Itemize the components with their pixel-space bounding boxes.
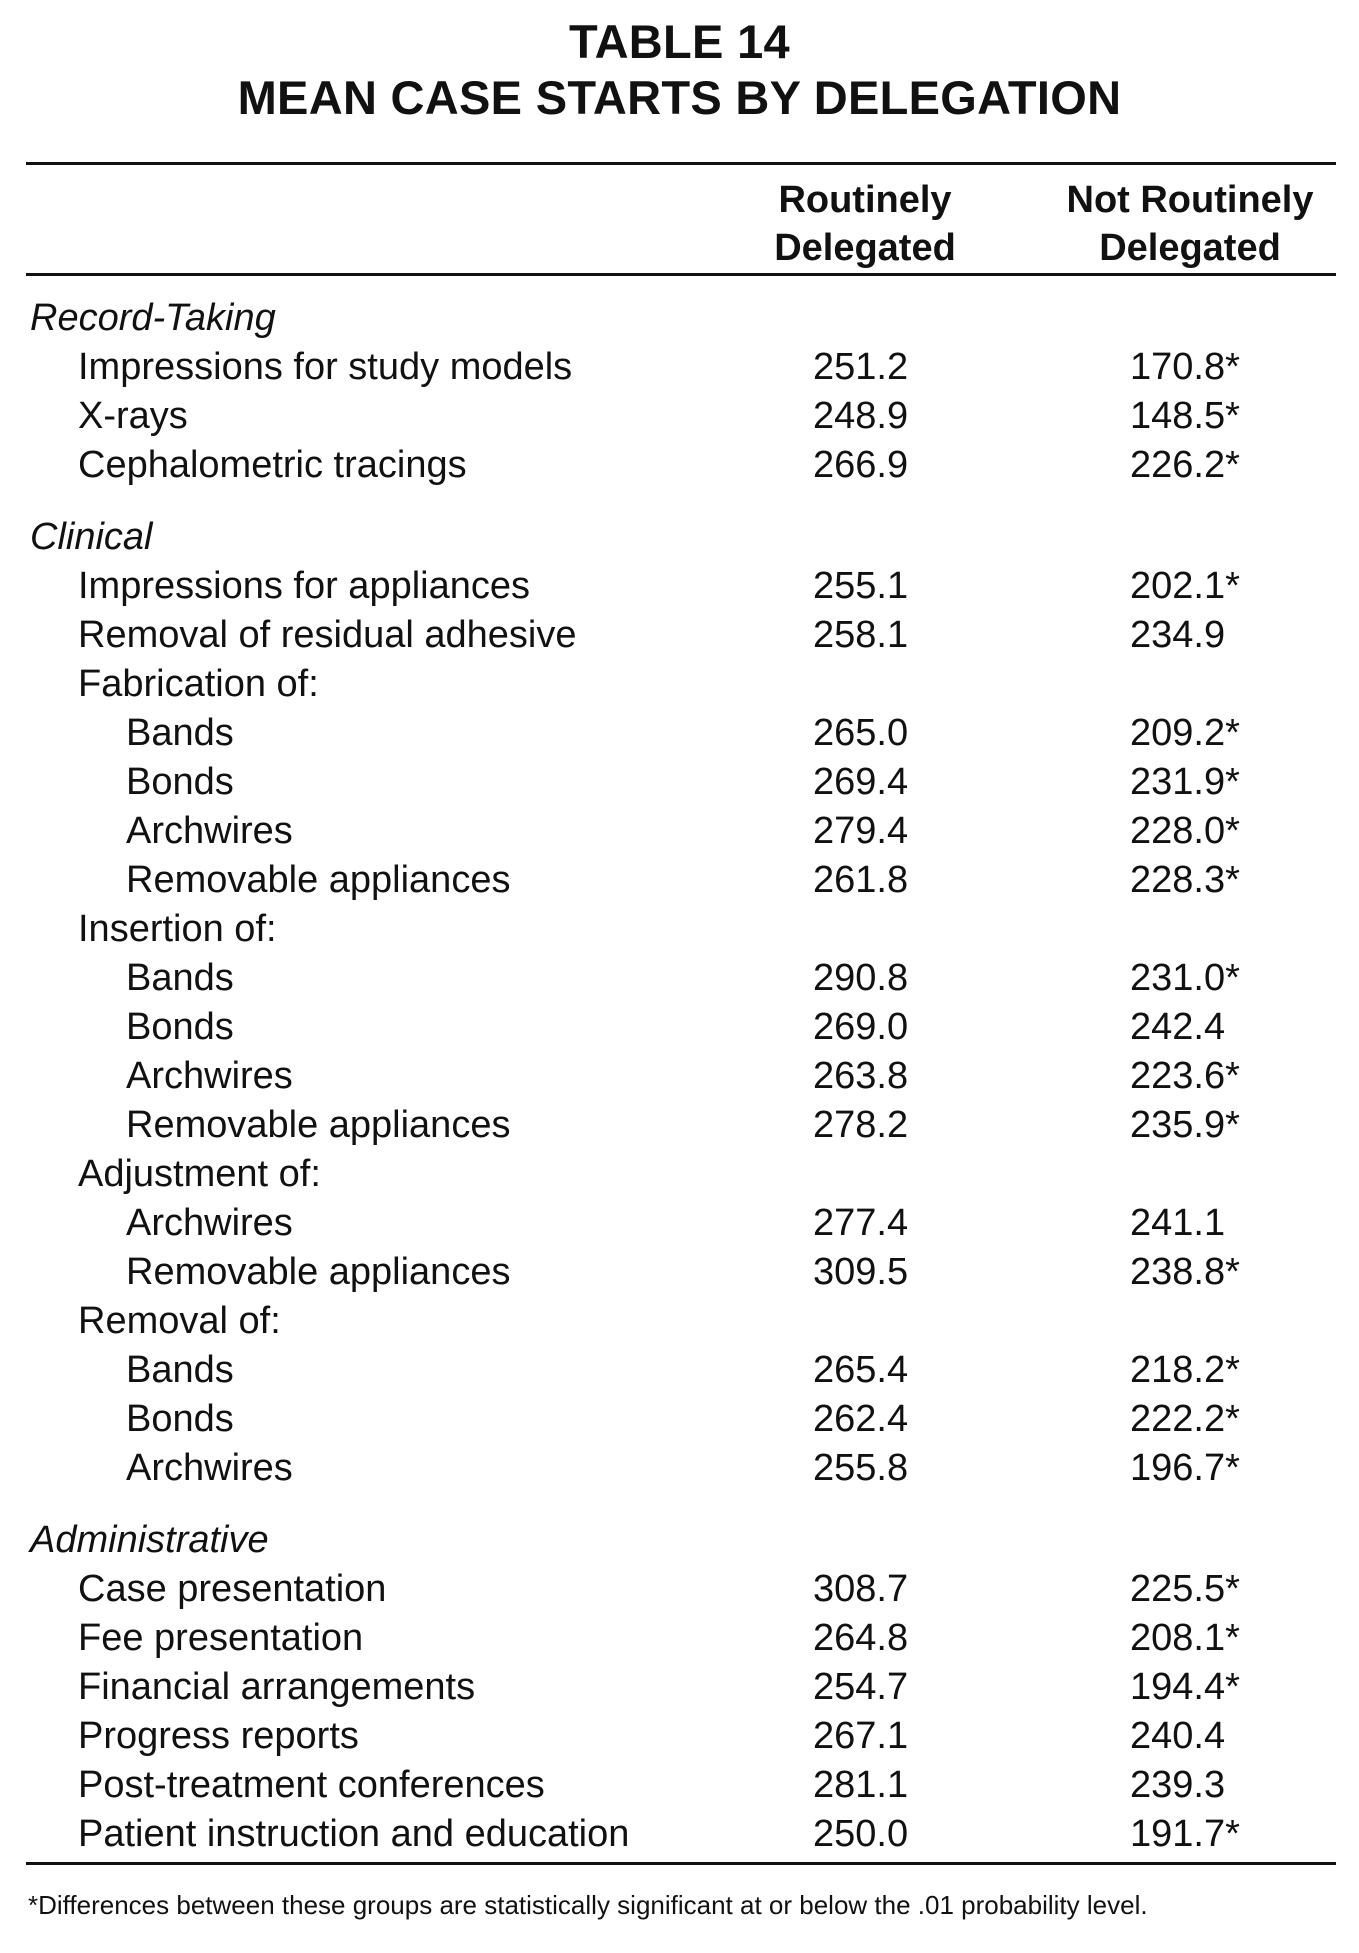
routinely-delegated-value: 255.8 (813, 1447, 909, 1489)
table-row (0, 660, 1359, 709)
not-routinely-delegated-value: 231.9* (1130, 761, 1240, 803)
row-label: Removal of: (78, 1300, 281, 1342)
routinely-delegated-value: 269.4 (813, 761, 909, 803)
column-header-line: Delegated (1099, 227, 1281, 269)
row-label: Patient instruction and education (78, 1813, 630, 1855)
table-row (0, 392, 1359, 441)
row-label: Archwires (126, 810, 293, 852)
not-routinely-delegated-value: 218.2* (1130, 1349, 1240, 1391)
row-label: Adjustment of: (78, 1153, 321, 1195)
section-heading (0, 294, 1359, 343)
table-row (0, 807, 1359, 856)
table-row (0, 1663, 1359, 1712)
routinely-delegated-value: 279.4 (813, 810, 909, 852)
routinely-delegated-value: 255.1 (813, 565, 909, 607)
column-header-routinely-delegated (695, 176, 1035, 272)
not-routinely-delegated-value: 194.4* (1130, 1666, 1240, 1708)
not-routinely-delegated-value: 208.1* (1130, 1617, 1240, 1659)
table-row (0, 611, 1359, 660)
top-rule (26, 162, 1336, 165)
table-subtitle: MEAN CASE STARTS BY DELEGATION (237, 71, 1122, 124)
routinely-delegated-value: 266.9 (813, 444, 909, 486)
not-routinely-delegated-value: 234.9 (1130, 614, 1226, 656)
routinely-delegated-value: 261.8 (813, 859, 909, 901)
footnote: *Differences between these groups are statistically significant at or below the .01 probability level. (28, 1890, 1148, 1920)
table-row (0, 1150, 1359, 1199)
row-label: Fee presentation (78, 1617, 364, 1659)
not-routinely-delegated-value: 240.4 (1130, 1715, 1226, 1757)
not-routinely-delegated-value: 225.5* (1130, 1568, 1240, 1610)
table-row (0, 1346, 1359, 1395)
not-routinely-delegated-value: 238.8* (1130, 1251, 1240, 1293)
not-routinely-delegated-value: 202.1* (1130, 565, 1240, 607)
not-routinely-delegated-value: 239.3 (1130, 1764, 1226, 1806)
not-routinely-delegated-value: 170.8* (1130, 346, 1240, 388)
row-label: Bands (126, 712, 234, 754)
not-routinely-delegated-value: 228.3* (1130, 859, 1240, 901)
row-label: Bonds (126, 1006, 234, 1048)
routinely-delegated-value: 258.1 (813, 614, 909, 656)
row-label: X-rays (78, 395, 188, 437)
row-label: Archwires (126, 1447, 293, 1489)
row-label: Removable appliances (126, 859, 511, 901)
column-header-line: Not Routinely (1066, 179, 1314, 221)
not-routinely-delegated-value: 148.5* (1130, 395, 1240, 437)
row-label: Archwires (126, 1055, 293, 1097)
routinely-delegated-value: 265.4 (813, 1349, 909, 1391)
routinely-delegated-value: 263.8 (813, 1055, 909, 1097)
column-header-not-routinely-delegated (1020, 176, 1359, 272)
routinely-delegated-value: 277.4 (813, 1202, 909, 1244)
row-label: Cephalometric tracings (78, 444, 467, 486)
table-row (0, 343, 1359, 392)
table-row (0, 1614, 1359, 1663)
routinely-delegated-value: 278.2 (813, 1104, 909, 1146)
not-routinely-delegated-value: 228.0* (1130, 810, 1240, 852)
not-routinely-delegated-value: 222.2* (1130, 1398, 1240, 1440)
column-header-line: Routinely (778, 179, 952, 221)
table-row (0, 1003, 1359, 1052)
table-row (0, 1248, 1359, 1297)
routinely-delegated-value: 264.8 (813, 1617, 909, 1659)
row-label: Removal of residual adhesive (78, 614, 577, 656)
routinely-delegated-value: 254.7 (813, 1666, 909, 1708)
table-row (0, 1565, 1359, 1614)
routinely-delegated-value: 265.0 (813, 712, 909, 754)
row-label: Case presentation (78, 1568, 387, 1610)
routinely-delegated-value: 267.1 (813, 1715, 909, 1757)
row-label: Progress reports (78, 1715, 359, 1757)
not-routinely-delegated-value: 235.9* (1130, 1104, 1240, 1146)
routinely-delegated-value: 309.5 (813, 1251, 909, 1293)
table-row (0, 1810, 1359, 1859)
row-label: Bonds (126, 761, 234, 803)
table-row (0, 856, 1359, 905)
table-row (0, 1101, 1359, 1150)
table-row (0, 905, 1359, 954)
not-routinely-delegated-value: 231.0* (1130, 957, 1240, 999)
row-label: Clinical (30, 516, 153, 558)
section-heading (0, 1516, 1359, 1565)
row-label: Archwires (126, 1202, 293, 1244)
routinely-delegated-value: 290.8 (813, 957, 909, 999)
not-routinely-delegated-value: 226.2* (1130, 444, 1240, 486)
not-routinely-delegated-value: 242.4 (1130, 1006, 1226, 1048)
table-row (0, 1395, 1359, 1444)
row-label: Bands (126, 957, 234, 999)
table-row (0, 441, 1359, 490)
not-routinely-delegated-value: 241.1 (1130, 1202, 1226, 1244)
table-row (0, 562, 1359, 611)
row-label: Insertion of: (78, 908, 277, 950)
row-label: Impressions for study models (78, 346, 573, 388)
not-routinely-delegated-value: 223.6* (1130, 1055, 1240, 1097)
routinely-delegated-value: 308.7 (813, 1568, 909, 1610)
row-label: Financial arrangements (78, 1666, 476, 1708)
row-label: Fabrication of: (78, 663, 319, 705)
column-header-line: Delegated (774, 227, 956, 269)
row-label: Removable appliances (126, 1104, 511, 1146)
row-label: Record-Taking (30, 297, 276, 339)
row-label: Impressions for appliances (78, 565, 530, 607)
table-title: TABLE 14 (569, 15, 790, 68)
table-row (0, 758, 1359, 807)
row-label: Removable appliances (126, 1251, 511, 1293)
table-row (0, 1199, 1359, 1248)
not-routinely-delegated-value: 209.2* (1130, 712, 1240, 754)
routinely-delegated-value: 248.9 (813, 395, 909, 437)
table-row (0, 709, 1359, 758)
table-row (0, 1297, 1359, 1346)
row-label: Post-treatment conferences (78, 1764, 545, 1806)
not-routinely-delegated-value: 191.7* (1130, 1813, 1240, 1855)
section-heading (0, 513, 1359, 562)
bottom-rule (26, 1862, 1336, 1865)
routinely-delegated-value: 250.0 (813, 1813, 909, 1855)
table-row (0, 1712, 1359, 1761)
row-label: Bands (126, 1349, 234, 1391)
routinely-delegated-value: 251.2 (813, 346, 909, 388)
routinely-delegated-value: 269.0 (813, 1006, 909, 1048)
table-row (0, 954, 1359, 1003)
table-row (0, 1444, 1359, 1493)
row-label: Administrative (30, 1519, 269, 1561)
table-row (0, 1761, 1359, 1810)
row-label: Bonds (126, 1398, 234, 1440)
not-routinely-delegated-value: 196.7* (1130, 1447, 1240, 1489)
table-row (0, 1052, 1359, 1101)
routinely-delegated-value: 262.4 (813, 1398, 909, 1440)
routinely-delegated-value: 281.1 (813, 1764, 909, 1806)
header-rule (26, 273, 1336, 276)
